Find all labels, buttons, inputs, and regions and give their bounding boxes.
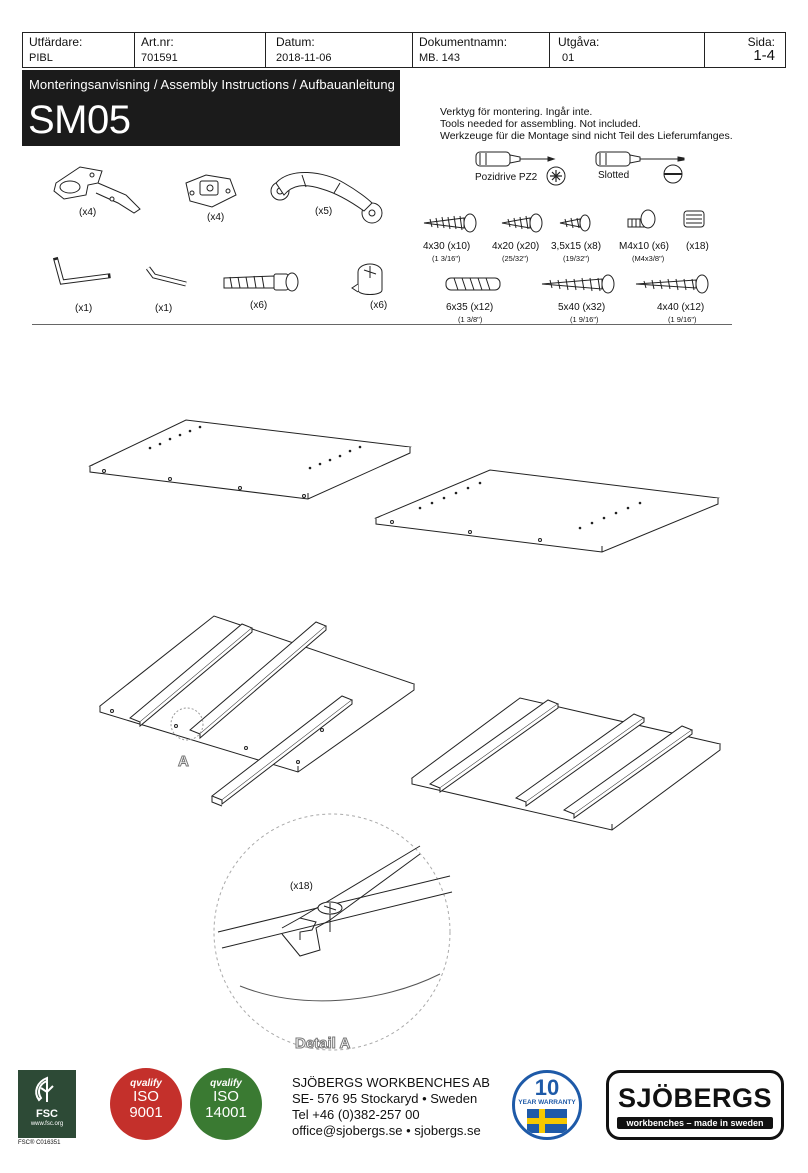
header-value: 01 (562, 52, 575, 64)
header-cell-article (135, 33, 266, 67)
detail-a-view (214, 814, 452, 1050)
cert-brand: qvalify (130, 1078, 162, 1089)
warranty-text: YEAR WARRANTY (518, 1099, 576, 1106)
company-line: office@sjobergs.se • sjobergs.se (292, 1123, 481, 1138)
header-label: Sida: (747, 35, 775, 49)
allen-key-long-count: (x1) (75, 303, 93, 314)
warranty-years: 10 (534, 1075, 560, 1100)
screw-inch: (1 9/16") (570, 315, 599, 324)
screw-4x30-icon (424, 214, 476, 232)
company-line: SE- 576 95 Stockaryd • Sweden (292, 1091, 478, 1106)
tools-line: Werkzeuge für die Montage sind nicht Teil des Lieferumfanges. (440, 130, 733, 142)
parts-row1-illustration (40, 155, 420, 235)
screw-inch: (1 3/16") (432, 254, 461, 263)
iso-14001-badge (190, 1068, 262, 1140)
screw-label: (x18) (686, 241, 709, 252)
screw-label: M4x10 (x6) (619, 241, 670, 252)
header-label: Utgåva: (558, 35, 600, 49)
hinge-icon (54, 167, 140, 213)
instructions-subtitle: Monteringsanvisning / Assembly Instructions / Aufbauanleitung (29, 77, 395, 92)
swedish-flag-icon (527, 1109, 567, 1133)
slotted-tip-icon (664, 165, 682, 183)
assembly-diagram (0, 400, 808, 1060)
screws-row2-illustration (440, 268, 720, 302)
handle-count: (x5) (315, 206, 333, 217)
screw-label: 6x35 (x12) (446, 302, 494, 313)
cert-num: 14001 (205, 1104, 247, 1121)
screw-35x15-icon (560, 215, 590, 231)
sjobergs-logo (606, 1070, 784, 1140)
fsc-name: FSC (36, 1108, 58, 1120)
header-cell-document (413, 33, 550, 67)
header-value: 701591 (141, 52, 178, 64)
cert-brand: qvalify (210, 1078, 242, 1089)
marker-a-label: A (178, 753, 189, 770)
screw-label: 4x30 (x10) (423, 241, 471, 252)
tools-line: Tools needed for assembling. Not included. (440, 118, 641, 130)
company-address (292, 1075, 490, 1139)
header-label: Utfärdare: (29, 35, 83, 49)
company-line: SJÖBERGS WORKBENCHES AB (292, 1075, 490, 1090)
screw-label: 4x20 (x20) (492, 241, 540, 252)
connector-bolt-count: (x6) (250, 300, 268, 311)
header-label: Dokumentnamn: (419, 35, 508, 49)
cert-std: ISO (133, 1088, 159, 1105)
cam-lock-count: (x6) (370, 300, 388, 311)
screw-5x40-icon (542, 275, 614, 293)
cert-num: 9001 (129, 1104, 163, 1121)
panel-top-right (376, 470, 718, 552)
panel-middle-right (412, 698, 720, 830)
header-value: MB. 143 (419, 52, 460, 64)
header-label: Art.nr: (141, 35, 174, 49)
logo-tagline: workbenches – made in sweden (617, 1117, 773, 1129)
screw-4x40-icon (636, 275, 708, 293)
mounting-plate-count: (x4) (207, 212, 225, 223)
fsc-tree-icon (27, 1074, 67, 1104)
model-title: SM05 (28, 98, 131, 142)
fsc-url: www.fsc.org (30, 1121, 64, 1127)
tools-line: Verktyg för montering. Ingår inte. (440, 106, 593, 118)
header-value: PIBL (29, 52, 53, 64)
screw-inch: (25/32") (502, 254, 529, 263)
screw-inch: (1 3/8") (458, 315, 483, 324)
header-cell-issuer (23, 33, 135, 67)
screw-label: 4x40 (x12) (657, 302, 705, 313)
screw-label: 5x40 (x32) (558, 302, 606, 313)
machine-screw-m4x10-icon (628, 210, 655, 228)
cert-std: ISO (213, 1088, 239, 1105)
header-value: 2018-11-06 (276, 52, 332, 64)
header-cell-date (266, 33, 413, 67)
slotted-screwdriver-icon (596, 152, 684, 166)
header-table (22, 32, 786, 68)
screw-4x20-icon (502, 214, 542, 232)
screw-inch: (M4x3/8") (632, 254, 665, 263)
header-label: Datum: (276, 35, 315, 49)
mounting-plate-icon (186, 175, 236, 207)
allen-key-short-count: (x1) (155, 303, 173, 314)
screws-row1-illustration (418, 205, 718, 243)
header-cell-page (705, 33, 785, 67)
screw-inch: (1 9/16") (668, 315, 697, 324)
company-line: Tel +46 (0)382-257 00 (292, 1107, 420, 1122)
pozidrive-screwdriver-icon (476, 152, 554, 166)
iso-9001-badge (110, 1068, 182, 1140)
parts-divider (32, 324, 732, 325)
screw-label: 3,5x15 (x8) (551, 241, 602, 252)
logo-name: SJÖBERGS (617, 1083, 773, 1113)
detail-count-label: (x18) (290, 881, 313, 892)
detail-a-label: Detail A (295, 1035, 351, 1052)
pozidrive-tip-icon (547, 167, 565, 185)
title-bar (22, 70, 400, 146)
slotted-label: Slotted (598, 170, 630, 181)
warranty-badge (512, 1070, 582, 1140)
fsc-logo (18, 1070, 76, 1138)
pozidrive-label: Pozidrive PZ2 (475, 172, 538, 183)
screw-inch: (19/32") (563, 254, 590, 263)
dowel-6x35-icon (446, 278, 500, 290)
parts-row2-illustration (40, 250, 400, 310)
panel-middle-left (100, 616, 414, 806)
cam-lock-icon (352, 264, 382, 295)
panel-top-left (90, 420, 410, 499)
header-cell-edition (550, 33, 705, 67)
insert-nut-icon (684, 211, 704, 227)
tools-note (440, 106, 733, 142)
connector-bolt-icon (224, 273, 298, 291)
hinge-count: (x4) (79, 207, 97, 218)
header-value: 1-4 (753, 47, 775, 64)
fsc-code: FSC® C016351 (18, 1140, 61, 1146)
